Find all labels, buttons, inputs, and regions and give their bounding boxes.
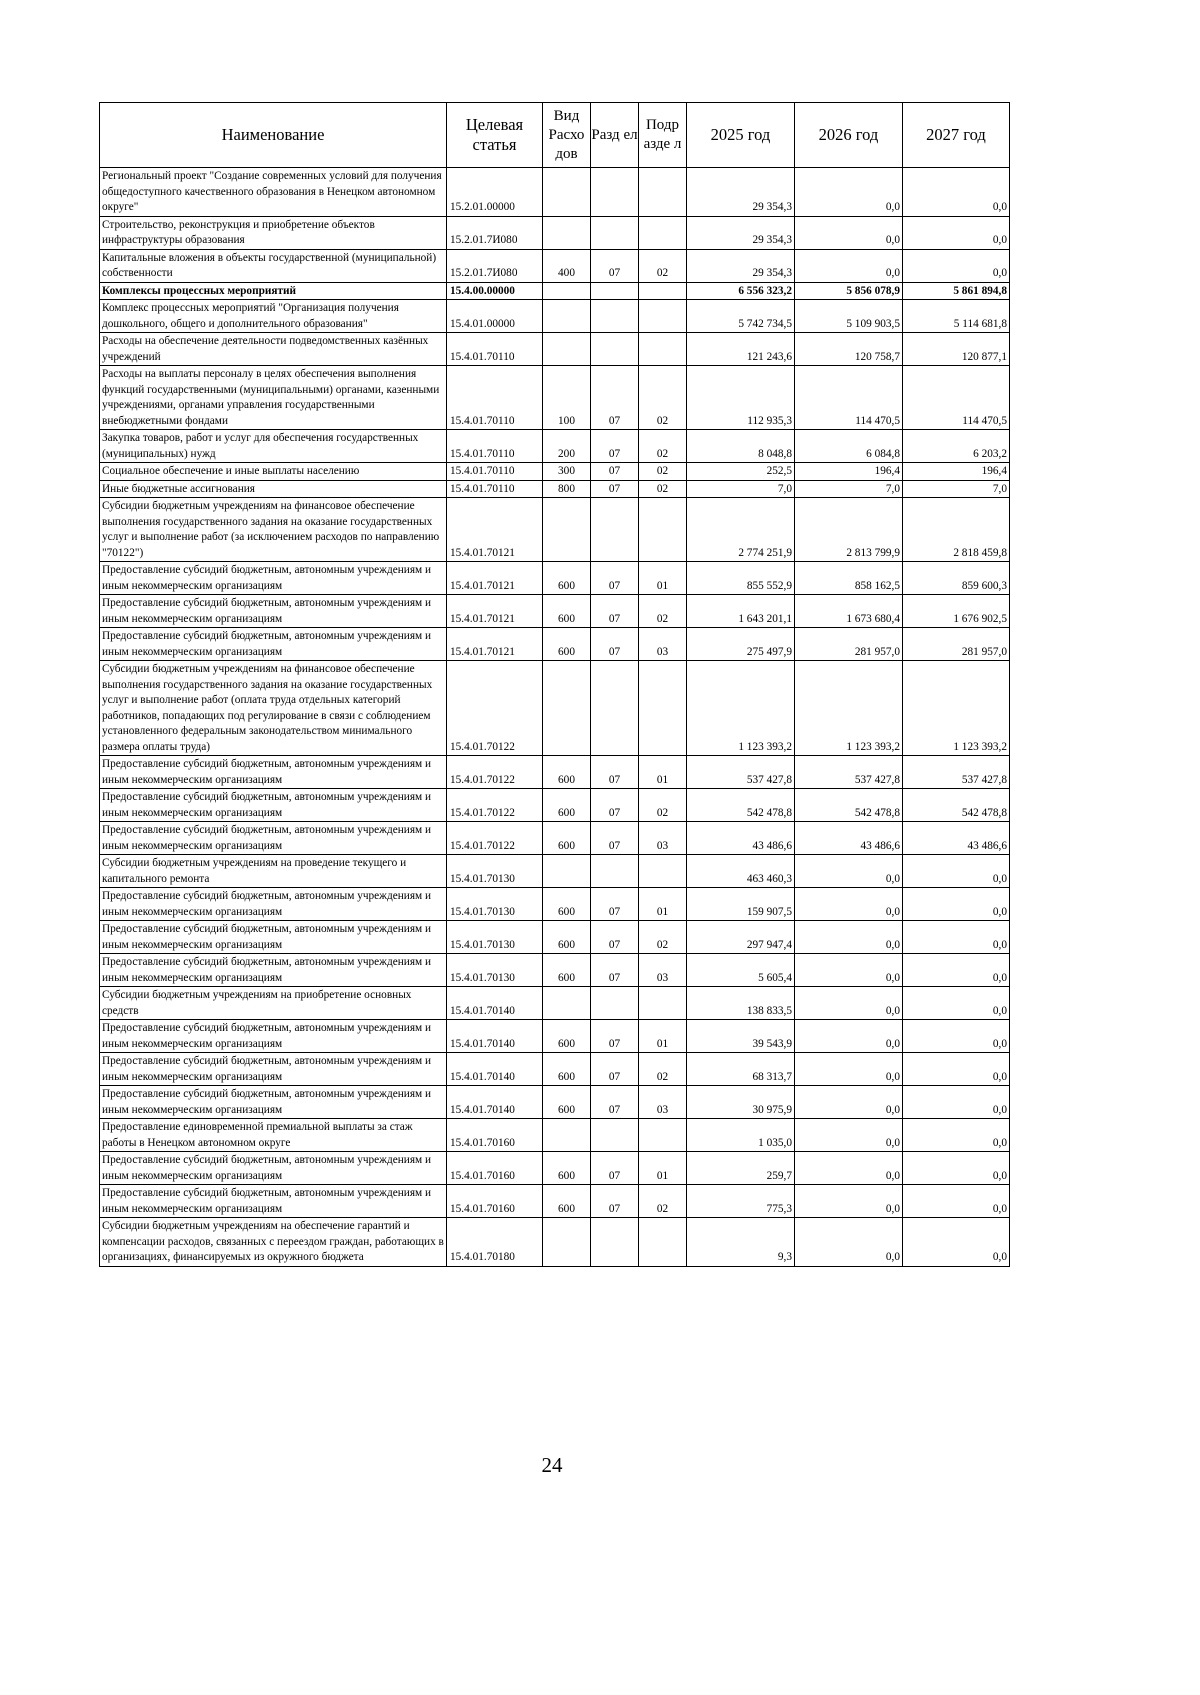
row-2027: 0,0 <box>903 249 1010 282</box>
row-kind: 600 <box>543 921 591 954</box>
row-2027: 0,0 <box>903 216 1010 249</box>
row-target: 15.4.01.70140 <box>447 987 543 1020</box>
row-name: Расходы на выплаты персоналу в целях обеспечения выполнения функций государственными (муниципальными) органами, казенными учреждениями, органами управления государственными внебюджетными фондами <box>100 366 447 430</box>
row-kind: 600 <box>543 789 591 822</box>
row-subsection: 01 <box>639 1152 687 1185</box>
row-subsection: 01 <box>639 562 687 595</box>
row-target: 15.4.01.70122 <box>447 756 543 789</box>
table-body <box>100 168 1010 1267</box>
row-2025: 8 048,8 <box>687 430 795 463</box>
row-2026: 0,0 <box>795 168 903 217</box>
row-2027: 120 877,1 <box>903 333 1010 366</box>
table-row <box>100 595 1010 628</box>
row-2027: 1 676 902,5 <box>903 595 1010 628</box>
row-2027: 0,0 <box>903 888 1010 921</box>
table-row <box>100 628 1010 661</box>
row-subsection <box>639 987 687 1020</box>
row-2025: 5 742 734,5 <box>687 300 795 333</box>
row-2027: 2 818 459,8 <box>903 498 1010 562</box>
row-2026: 281 957,0 <box>795 628 903 661</box>
row-2026: 196,4 <box>795 463 903 481</box>
budget-table <box>99 102 1010 1267</box>
row-name: Предоставление субсидий бюджетным, автономным учреждениям и иным некоммерческим организациям <box>100 822 447 855</box>
row-2025: 259,7 <box>687 1152 795 1185</box>
row-subsection: 02 <box>639 1053 687 1086</box>
row-section: 07 <box>591 628 639 661</box>
row-name: Предоставление субсидий бюджетным, автономным учреждениям и иным некоммерческим организациям <box>100 595 447 628</box>
row-name: Предоставление субсидий бюджетным, автономным учреждениям и иным некоммерческим организациям <box>100 1152 447 1185</box>
row-2027: 7,0 <box>903 480 1010 498</box>
row-2026: 114 470,5 <box>795 366 903 430</box>
row-2027: 537 427,8 <box>903 756 1010 789</box>
row-name: Предоставление единовременной премиальной выплаты за стаж работы в Ненецком автономном округе <box>100 1119 447 1152</box>
row-2025: 43 486,6 <box>687 822 795 855</box>
row-target: 15.4.01.70110 <box>447 333 543 366</box>
row-2027: 5 861 894,8 <box>903 282 1010 300</box>
row-section <box>591 661 639 756</box>
table-row <box>100 480 1010 498</box>
table-row <box>100 333 1010 366</box>
row-2025: 29 354,3 <box>687 168 795 217</box>
row-2027: 6 203,2 <box>903 430 1010 463</box>
row-target: 15.4.01.70110 <box>447 430 543 463</box>
table-row <box>100 661 1010 756</box>
row-name: Субсидии бюджетным учреждениям на финансовое обеспечение выполнения государственного задания на оказание государственных услуг и выполнение работ (оплата труда отдельных категорий работников, попадающих под регулирование в связи с соблюдением установленного федеральным законодательством минимального размера оплаты труда) <box>100 661 447 756</box>
row-kind <box>543 216 591 249</box>
row-name: Социальное обеспечение и иные выплаты населению <box>100 463 447 481</box>
row-2026: 0,0 <box>795 855 903 888</box>
row-2025: 297 947,4 <box>687 921 795 954</box>
table-row <box>100 1119 1010 1152</box>
row-target: 15.2.01.7И080 <box>447 249 543 282</box>
row-2027: 43 486,6 <box>903 822 1010 855</box>
row-subsection: 02 <box>639 249 687 282</box>
row-subsection <box>639 498 687 562</box>
row-name: Предоставление субсидий бюджетным, автономным учреждениям и иным некоммерческим организациям <box>100 562 447 595</box>
row-section: 07 <box>591 595 639 628</box>
row-kind: 600 <box>543 1053 591 1086</box>
row-2025: 6 556 323,2 <box>687 282 795 300</box>
row-2026: 1 673 680,4 <box>795 595 903 628</box>
row-kind <box>543 661 591 756</box>
row-name: Предоставление субсидий бюджетным, автономным учреждениям и иным некоммерческим организациям <box>100 1020 447 1053</box>
row-target: 15.4.01.70110 <box>447 480 543 498</box>
row-name: Предоставление субсидий бюджетным, автономным учреждениям и иным некоммерческим организациям <box>100 954 447 987</box>
row-name: Иные бюджетные ассигнования <box>100 480 447 498</box>
row-section: 07 <box>591 789 639 822</box>
row-2027: 0,0 <box>903 921 1010 954</box>
row-2026: 537 427,8 <box>795 756 903 789</box>
row-subsection: 02 <box>639 1185 687 1218</box>
row-name: Комплексы процессных мероприятий <box>100 282 447 300</box>
row-subsection: 01 <box>639 756 687 789</box>
row-kind: 600 <box>543 595 591 628</box>
table-row <box>100 1185 1010 1218</box>
row-section: 07 <box>591 1185 639 1218</box>
row-kind <box>543 168 591 217</box>
row-section <box>591 987 639 1020</box>
row-2026: 2 813 799,9 <box>795 498 903 562</box>
row-section: 07 <box>591 756 639 789</box>
row-2025: 30 975,9 <box>687 1086 795 1119</box>
row-target: 15.4.01.70140 <box>447 1053 543 1086</box>
row-2025: 121 243,6 <box>687 333 795 366</box>
row-2025: 537 427,8 <box>687 756 795 789</box>
row-2026: 0,0 <box>795 987 903 1020</box>
row-2026: 1 123 393,2 <box>795 661 903 756</box>
row-2027: 281 957,0 <box>903 628 1010 661</box>
row-2025: 463 460,3 <box>687 855 795 888</box>
row-kind: 600 <box>543 1152 591 1185</box>
row-kind: 600 <box>543 1020 591 1053</box>
row-target: 15.4.01.70160 <box>447 1152 543 1185</box>
row-2027: 5 114 681,8 <box>903 300 1010 333</box>
row-section: 07 <box>591 1086 639 1119</box>
row-target: 15.4.01.70180 <box>447 1218 543 1267</box>
row-2026: 5 109 903,5 <box>795 300 903 333</box>
row-name: Субсидии бюджетным учреждениям на приобретение основных средств <box>100 987 447 1020</box>
row-name: Предоставление субсидий бюджетным, автономным учреждениям и иным некоммерческим организациям <box>100 1185 447 1218</box>
row-section <box>591 300 639 333</box>
row-section <box>591 168 639 217</box>
row-target: 15.4.01.70160 <box>447 1185 543 1218</box>
table-row <box>100 249 1010 282</box>
row-target: 15.4.01.70160 <box>447 1119 543 1152</box>
row-name: Предоставление субсидий бюджетным, автономным учреждениям и иным некоммерческим организациям <box>100 756 447 789</box>
row-2026: 0,0 <box>795 1218 903 1267</box>
row-section <box>591 1218 639 1267</box>
row-kind <box>543 282 591 300</box>
row-target: 15.4.01.00000 <box>447 300 543 333</box>
row-subsection: 03 <box>639 1086 687 1119</box>
row-subsection: 02 <box>639 463 687 481</box>
row-2025: 7,0 <box>687 480 795 498</box>
row-name: Предоставление субсидий бюджетным, автономным учреждениям и иным некоммерческим организациям <box>100 1086 447 1119</box>
row-kind: 600 <box>543 562 591 595</box>
row-2027: 542 478,8 <box>903 789 1010 822</box>
row-2025: 1 123 393,2 <box>687 661 795 756</box>
row-target: 15.4.01.70130 <box>447 921 543 954</box>
row-2025: 252,5 <box>687 463 795 481</box>
row-2026: 0,0 <box>795 921 903 954</box>
row-target: 15.4.00.00000 <box>447 282 543 300</box>
row-section: 07 <box>591 1152 639 1185</box>
row-name: Предоставление субсидий бюджетным, автономным учреждениям и иным некоммерческим организациям <box>100 888 447 921</box>
row-2025: 1 643 201,1 <box>687 595 795 628</box>
table-row <box>100 463 1010 481</box>
row-section: 07 <box>591 888 639 921</box>
header-row <box>100 103 1010 168</box>
row-target: 15.2.01.7И080 <box>447 216 543 249</box>
row-2027: 0,0 <box>903 1152 1010 1185</box>
table-row <box>100 430 1010 463</box>
row-2026: 0,0 <box>795 216 903 249</box>
table-row <box>100 756 1010 789</box>
table-row <box>100 954 1010 987</box>
row-section <box>591 498 639 562</box>
row-2027: 0,0 <box>903 1020 1010 1053</box>
row-2026: 0,0 <box>795 888 903 921</box>
row-2027: 0,0 <box>903 987 1010 1020</box>
row-2025: 542 478,8 <box>687 789 795 822</box>
row-target: 15.4.01.70110 <box>447 366 543 430</box>
table-row <box>100 789 1010 822</box>
table-row <box>100 1020 1010 1053</box>
table-row <box>100 216 1010 249</box>
row-section: 07 <box>591 1020 639 1053</box>
row-2025: 775,3 <box>687 1185 795 1218</box>
row-section: 07 <box>591 954 639 987</box>
row-target: 15.4.01.70130 <box>447 888 543 921</box>
row-2026: 7,0 <box>795 480 903 498</box>
row-subsection <box>639 300 687 333</box>
row-2027: 0,0 <box>903 855 1010 888</box>
row-subsection: 02 <box>639 366 687 430</box>
row-2027: 196,4 <box>903 463 1010 481</box>
row-subsection <box>639 216 687 249</box>
row-name: Субсидии бюджетным учреждениям на проведение текущего и капитального ремонта <box>100 855 447 888</box>
page-number: 24 <box>541 1453 563 1477</box>
row-2025: 39 543,9 <box>687 1020 795 1053</box>
header-kind: Вид Расхо дов <box>543 103 591 168</box>
row-kind: 800 <box>543 480 591 498</box>
row-2027: 0,0 <box>903 1119 1010 1152</box>
row-2026: 6 084,8 <box>795 430 903 463</box>
table-row <box>100 1152 1010 1185</box>
row-2027: 1 123 393,2 <box>903 661 1010 756</box>
header-name: Наименование <box>100 103 447 168</box>
row-kind: 600 <box>543 628 591 661</box>
row-target: 15.4.01.70140 <box>447 1086 543 1119</box>
row-2026: 0,0 <box>795 1020 903 1053</box>
row-section <box>591 216 639 249</box>
row-name: Расходы на обеспечение деятельности подведомственных казённых учреждений <box>100 333 447 366</box>
row-subsection: 02 <box>639 595 687 628</box>
row-subsection <box>639 1119 687 1152</box>
table-row <box>100 1053 1010 1086</box>
row-kind: 600 <box>543 1086 591 1119</box>
table-row <box>100 1218 1010 1267</box>
table-row <box>100 987 1010 1020</box>
row-subsection <box>639 333 687 366</box>
row-subsection: 03 <box>639 954 687 987</box>
row-subsection: 03 <box>639 822 687 855</box>
row-target: 15.4.01.70121 <box>447 595 543 628</box>
row-section: 07 <box>591 562 639 595</box>
row-section <box>591 282 639 300</box>
row-subsection <box>639 168 687 217</box>
table-row <box>100 562 1010 595</box>
row-name: Предоставление субсидий бюджетным, автономным учреждениям и иным некоммерческим организациям <box>100 789 447 822</box>
table-row <box>100 1086 1010 1119</box>
header-2026: 2026 год <box>795 103 903 168</box>
row-2027: 0,0 <box>903 1218 1010 1267</box>
row-name: Предоставление субсидий бюджетным, автономным учреждениям и иным некоммерческим организациям <box>100 921 447 954</box>
row-kind <box>543 333 591 366</box>
row-name: Субсидии бюджетным учреждениям на финансовое обеспечение выполнения государственного задания на оказание государственных услуг и выполнение работ (за исключением расходов по направлению "70122") <box>100 498 447 562</box>
row-target: 15.4.01.70121 <box>447 562 543 595</box>
row-2027: 0,0 <box>903 1185 1010 1218</box>
row-section: 07 <box>591 463 639 481</box>
row-name: Строительство, реконструкция и приобретение объектов инфраструктуры образования <box>100 216 447 249</box>
row-kind: 200 <box>543 430 591 463</box>
row-2027: 0,0 <box>903 954 1010 987</box>
row-2027: 114 470,5 <box>903 366 1010 430</box>
row-kind <box>543 300 591 333</box>
table-row <box>100 498 1010 562</box>
row-target: 15.4.01.70130 <box>447 855 543 888</box>
row-2026: 0,0 <box>795 1119 903 1152</box>
row-2027: 859 600,3 <box>903 562 1010 595</box>
row-2026: 542 478,8 <box>795 789 903 822</box>
row-section: 07 <box>591 480 639 498</box>
row-section: 07 <box>591 822 639 855</box>
row-2025: 275 497,9 <box>687 628 795 661</box>
header-target: Целевая статья <box>447 103 543 168</box>
row-2026: 0,0 <box>795 954 903 987</box>
row-name: Предоставление субсидий бюджетным, автономным учреждениям и иным некоммерческим организациям <box>100 628 447 661</box>
row-target: 15.4.01.70110 <box>447 463 543 481</box>
row-name: Субсидии бюджетным учреждениям на обеспечение гарантий и компенсации расходов, связанных с переездом граждан, работающих в организациях, финансируемых из окружного бюджета <box>100 1218 447 1267</box>
row-2027: 0,0 <box>903 1053 1010 1086</box>
row-2027: 0,0 <box>903 168 1010 217</box>
row-kind: 100 <box>543 366 591 430</box>
row-section: 07 <box>591 249 639 282</box>
row-2026: 120 758,7 <box>795 333 903 366</box>
row-target: 15.4.01.70130 <box>447 954 543 987</box>
row-subsection <box>639 855 687 888</box>
row-2027: 0,0 <box>903 1086 1010 1119</box>
row-kind <box>543 987 591 1020</box>
header-subsection: Подр азде л <box>639 103 687 168</box>
row-target: 15.4.01.70122 <box>447 661 543 756</box>
row-2026: 0,0 <box>795 1185 903 1218</box>
row-kind: 400 <box>543 249 591 282</box>
row-kind: 600 <box>543 1185 591 1218</box>
row-2025: 112 935,3 <box>687 366 795 430</box>
row-subsection: 02 <box>639 789 687 822</box>
row-kind: 600 <box>543 756 591 789</box>
table-row <box>100 300 1010 333</box>
header-2027: 2027 год <box>903 103 1010 168</box>
row-2026: 43 486,6 <box>795 822 903 855</box>
row-kind: 600 <box>543 888 591 921</box>
row-2025: 159 907,5 <box>687 888 795 921</box>
row-kind: 300 <box>543 463 591 481</box>
header-section: Разд ел <box>591 103 639 168</box>
row-name: Закупка товаров, работ и услуг для обеспечения государственных (муниципальных) нужд <box>100 430 447 463</box>
header-2025: 2025 год <box>687 103 795 168</box>
row-subsection: 03 <box>639 628 687 661</box>
row-2026: 0,0 <box>795 1053 903 1086</box>
table-row <box>100 282 1010 300</box>
row-2025: 9,3 <box>687 1218 795 1267</box>
row-2025: 68 313,7 <box>687 1053 795 1086</box>
row-subsection: 02 <box>639 430 687 463</box>
table-row <box>100 855 1010 888</box>
row-2026: 858 162,5 <box>795 562 903 595</box>
row-subsection <box>639 1218 687 1267</box>
table-row <box>100 888 1010 921</box>
table-row <box>100 822 1010 855</box>
row-2026: 5 856 078,9 <box>795 282 903 300</box>
row-2026: 0,0 <box>795 249 903 282</box>
row-kind <box>543 1218 591 1267</box>
row-name: Капитальные вложения в объекты государственной (муниципальной) собственности <box>100 249 447 282</box>
row-2025: 1 035,0 <box>687 1119 795 1152</box>
row-2025: 2 774 251,9 <box>687 498 795 562</box>
row-subsection: 01 <box>639 888 687 921</box>
row-kind: 600 <box>543 822 591 855</box>
row-2025: 29 354,3 <box>687 249 795 282</box>
row-kind <box>543 855 591 888</box>
row-target: 15.4.01.70122 <box>447 789 543 822</box>
row-section: 07 <box>591 366 639 430</box>
row-kind: 600 <box>543 954 591 987</box>
row-subsection: 01 <box>639 1020 687 1053</box>
row-target: 15.4.01.70140 <box>447 1020 543 1053</box>
table-row <box>100 366 1010 430</box>
row-2025: 855 552,9 <box>687 562 795 595</box>
row-section: 07 <box>591 921 639 954</box>
row-target: 15.4.01.70122 <box>447 822 543 855</box>
row-name: Комплекс процессных мероприятий "Организация получения дошкольного, общего и дополнительного образования" <box>100 300 447 333</box>
table-row <box>100 921 1010 954</box>
row-2026: 0,0 <box>795 1086 903 1119</box>
row-subsection: 02 <box>639 921 687 954</box>
row-2026: 0,0 <box>795 1152 903 1185</box>
row-section: 07 <box>591 430 639 463</box>
row-kind <box>543 1119 591 1152</box>
row-section <box>591 855 639 888</box>
row-subsection: 02 <box>639 480 687 498</box>
row-subsection <box>639 282 687 300</box>
row-section <box>591 1119 639 1152</box>
row-section: 07 <box>591 1053 639 1086</box>
row-target: 15.2.01.00000 <box>447 168 543 217</box>
row-target: 15.4.01.70121 <box>447 628 543 661</box>
row-name: Региональный проект "Создание современных условий для получения общедоступного качественного образования в Ненецком автономном округе" <box>100 168 447 217</box>
row-name: Предоставление субсидий бюджетным, автономным учреждениям и иным некоммерческим организациям <box>100 1053 447 1086</box>
row-2025: 138 833,5 <box>687 987 795 1020</box>
row-section <box>591 333 639 366</box>
row-kind <box>543 498 591 562</box>
row-2025: 5 605,4 <box>687 954 795 987</box>
table-row <box>100 168 1010 217</box>
row-target: 15.4.01.70121 <box>447 498 543 562</box>
row-subsection <box>639 661 687 756</box>
row-2025: 29 354,3 <box>687 216 795 249</box>
